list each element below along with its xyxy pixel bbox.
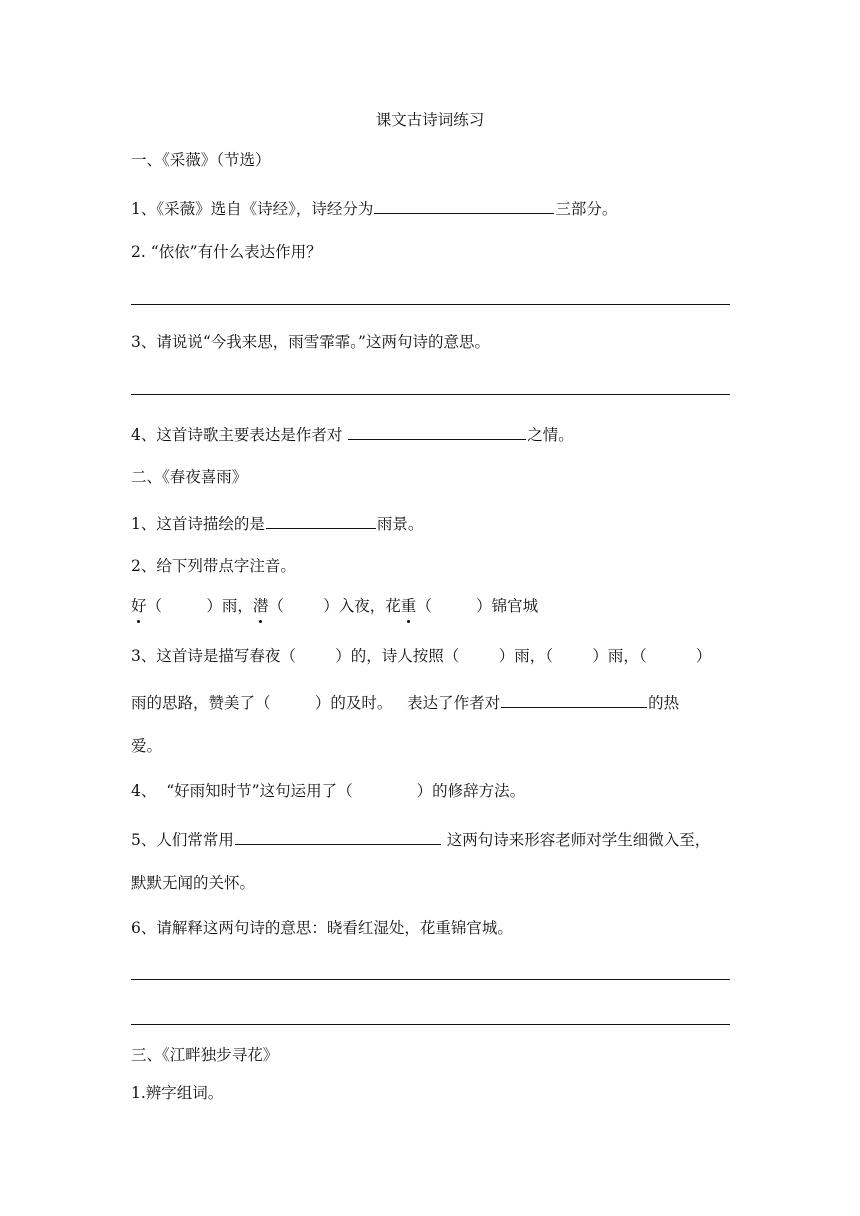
s2-question-5 xyxy=(131,828,710,850)
page-title: 课文古诗词练习 xyxy=(375,111,485,129)
s1-question-4 xyxy=(131,423,574,445)
s2-q3-text: 雨的思路，赞美了（ ）的及时。 表达了作者对 xyxy=(131,694,501,712)
section-3-heading: 三、《江畔独步寻花》 xyxy=(131,1046,279,1064)
s1-question-2: 2. “依依”有什么表达作用？ xyxy=(131,243,322,261)
s1-q1-blank[interactable] xyxy=(374,197,554,214)
s2-question-6: 6、请解释这两句诗的意思：晓看红湿处，花重锦官城。 xyxy=(131,919,513,937)
s2-q3-suffix: 的热 xyxy=(648,694,680,712)
s2-q6-answer-line-1[interactable] xyxy=(131,979,730,980)
pinyin-blank-3[interactable]: （ ）锦官城 xyxy=(416,597,539,615)
s2-question-1 xyxy=(131,512,423,534)
dotted-char-qian: 潜 xyxy=(252,597,269,615)
pinyin-blank-2[interactable]: （ ）入夜，花 xyxy=(268,597,401,615)
s2-q1-suffix: 雨景。 xyxy=(376,515,424,533)
s2-q5-text: 5、人们常常用 xyxy=(131,831,234,849)
s2-q3-blank[interactable] xyxy=(501,691,647,708)
s2-question-4: 4、 “好雨知时节”这句运用了（ ）的修辞方法。 xyxy=(131,782,526,800)
s2-question-3-line-1: 3、这首诗是描写春夜（ ）的，诗人按照（ ）雨，（ ）雨，（ ） xyxy=(131,647,712,665)
s2-q1-blank[interactable] xyxy=(266,512,376,529)
s2-pinyin-row xyxy=(131,596,538,616)
s1-q4-text: 4、这首诗歌主要表达是作者对 xyxy=(131,426,348,444)
s3-question-1: 1.辨字组词。 xyxy=(131,1084,224,1102)
s1-q4-blank[interactable] xyxy=(348,423,526,440)
s2-q5-blank[interactable] xyxy=(235,828,441,845)
s2-q6-answer-line-2[interactable] xyxy=(131,1024,730,1025)
section-1-heading: 一、《采薇》（节选） xyxy=(131,151,271,169)
s1-q1-text: 1、《采薇》选自《诗经》，诗经分为 xyxy=(131,200,374,218)
s1-q2-answer-line[interactable] xyxy=(131,304,730,305)
s2-question-3-line-2 xyxy=(131,691,679,713)
s2-q1-text: 1、这首诗描绘的是 xyxy=(131,515,265,533)
s2-question-2: 2、给下列带点字注音。 xyxy=(131,557,296,575)
s1-q3-answer-line[interactable] xyxy=(131,394,730,395)
pinyin-blank-1[interactable]: （ ）雨， xyxy=(146,597,253,615)
s1-q1-suffix: 三部分。 xyxy=(555,200,618,218)
s1-question-3: 3、请说说“今我来思，雨雪霏霏。”这两句诗的意思。 xyxy=(131,333,490,351)
s1-q4-suffix: 之情。 xyxy=(527,426,574,444)
s2-q5-suffix: 这两句诗来形容老师对学生细微入至， xyxy=(441,831,711,849)
s1-question-1 xyxy=(131,197,617,219)
s2-question-5-line-2: 默默无闻的关怀。 xyxy=(131,874,256,892)
dotted-char-zhong: 重 xyxy=(400,597,417,615)
s2-question-3-line-3: 爱。 xyxy=(131,737,163,755)
section-2-heading: 二、《春夜喜雨》 xyxy=(131,468,248,486)
dotted-char-hao: 好 xyxy=(131,597,147,615)
